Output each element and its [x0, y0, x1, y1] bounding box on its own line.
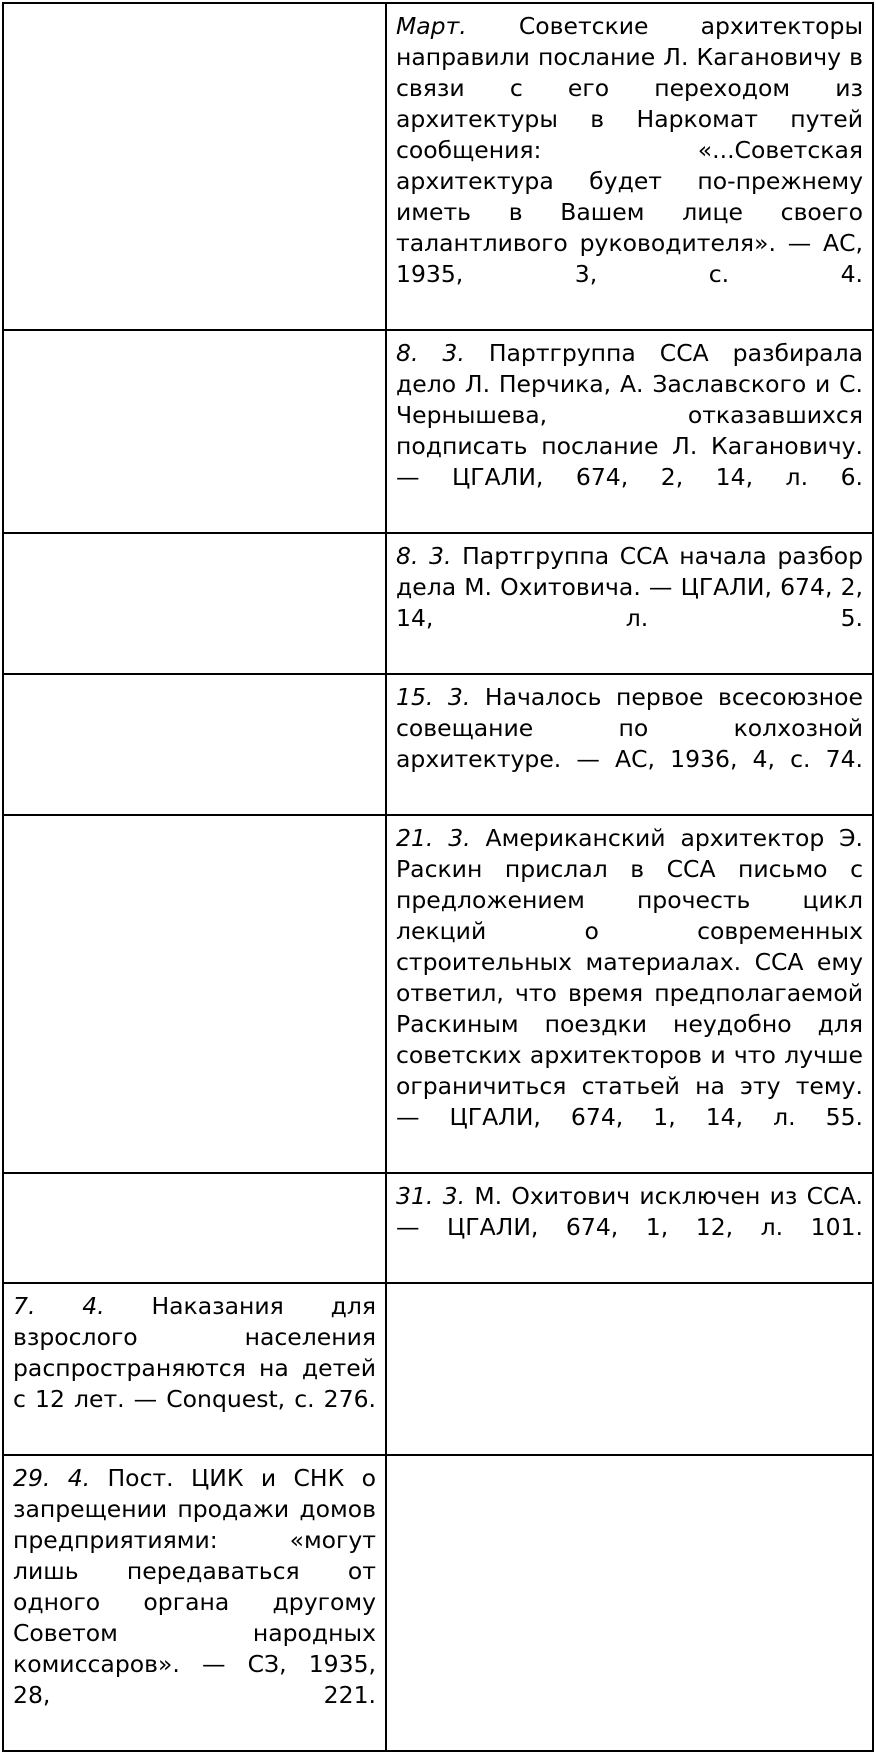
entry-text: Пост. ЦИК и СНК о запрещении продажи домов предприятиями: «могут лишь передаваться от одного органа другому Советом народных комиссаров». — СЗ, 1935, 28, 221. — [13, 1464, 376, 1709]
entry-date: 15. 3. — [396, 683, 471, 711]
entry-text: Советские архитекторы направили послание Л. Кагановичу в связи с его переходом из архитектуры в Наркомат путей сообщения: «...Советская архитектура будет по-прежнему иметь в Вашем лице своего талантливого руководителя». — АС, 1935, 3, с. 4. — [396, 12, 863, 288]
table-row — [3, 3, 873, 330]
cell-left-empty — [3, 533, 386, 674]
entry-date: 8. 3. — [396, 339, 465, 367]
entry-text: Наказания для взрослого населения распространяются на детей с 12 лет. — Conquest, с. 276. — [13, 1292, 376, 1413]
cell-left-empty — [3, 815, 386, 1173]
cell-left-entry — [3, 1455, 386, 1751]
chronicle-table — [2, 2, 874, 1752]
entry-date: 31. 3. — [396, 1182, 466, 1210]
cell-right-entry — [386, 815, 873, 1173]
entry-date: 7. 4. — [13, 1292, 105, 1320]
table-row — [3, 330, 873, 533]
cell-right-entry — [386, 330, 873, 533]
cell-right-entry — [386, 1173, 873, 1283]
cell-left-empty — [3, 3, 386, 330]
table-row — [3, 533, 873, 674]
chronicle-entry — [396, 541, 863, 665]
cell-right-empty — [386, 1283, 873, 1455]
entry-text: Началось первое всесоюзное совещание по колхозной архитектуре. — АС, 1936, 4, с. 74. — [396, 683, 863, 773]
table-row — [3, 1455, 873, 1751]
entry-date: 21. 3. — [396, 824, 471, 852]
chronicle-entry — [396, 1181, 863, 1274]
table-row — [3, 674, 873, 815]
chronicle-entry — [396, 823, 863, 1164]
cell-left-empty — [3, 674, 386, 815]
cell-right-entry — [386, 3, 873, 330]
entry-date: 29. 4. — [13, 1464, 91, 1492]
chronicle-entry — [396, 682, 863, 806]
table-row — [3, 1173, 873, 1283]
cell-right-entry — [386, 533, 873, 674]
cell-left-empty — [3, 330, 386, 533]
chronicle-table-body — [3, 3, 873, 1751]
chronicle-entry — [13, 1463, 376, 1742]
table-row — [3, 1283, 873, 1455]
entry-text: Американский архитектор Э. Раскин прислал в ССА письмо с предложением прочесть цикл лекций о современных строительных материалах. ССА ему ответил, что время предполагаемой Раскиным поездки неудобно для советских архитекторов и что лучше ограничиться статьей на эту тему. — ЦГАЛИ, 674, 1, 14, л. 55. — [396, 824, 863, 1131]
chronicle-entry — [396, 11, 863, 321]
table-row — [3, 815, 873, 1173]
entry-date: 8. 3. — [396, 542, 452, 570]
cell-left-entry — [3, 1283, 386, 1455]
entry-date: Март. — [396, 12, 467, 40]
cell-right-entry — [386, 674, 873, 815]
cell-left-empty — [3, 1173, 386, 1283]
cell-right-empty — [386, 1455, 873, 1751]
chronicle-entry — [13, 1291, 376, 1446]
chronicle-entry — [396, 338, 863, 524]
entry-text: М. Охитович исключен из ССА. — ЦГАЛИ, 674, 1, 12, л. 101. — [396, 1182, 864, 1241]
entry-text: Партгруппа ССА разбирала дело Л. Перчика, А. Заславского и С. Чернышева, отказавшихся подписать послание Л. Кагановичу. — ЦГАЛИ, 674, 2, 14, л. 6. — [396, 339, 863, 491]
entry-text: Партгруппа ССА начала разбор дела М. Охитовича. — ЦГАЛИ, 674, 2, 14, л. 5. — [396, 542, 863, 632]
